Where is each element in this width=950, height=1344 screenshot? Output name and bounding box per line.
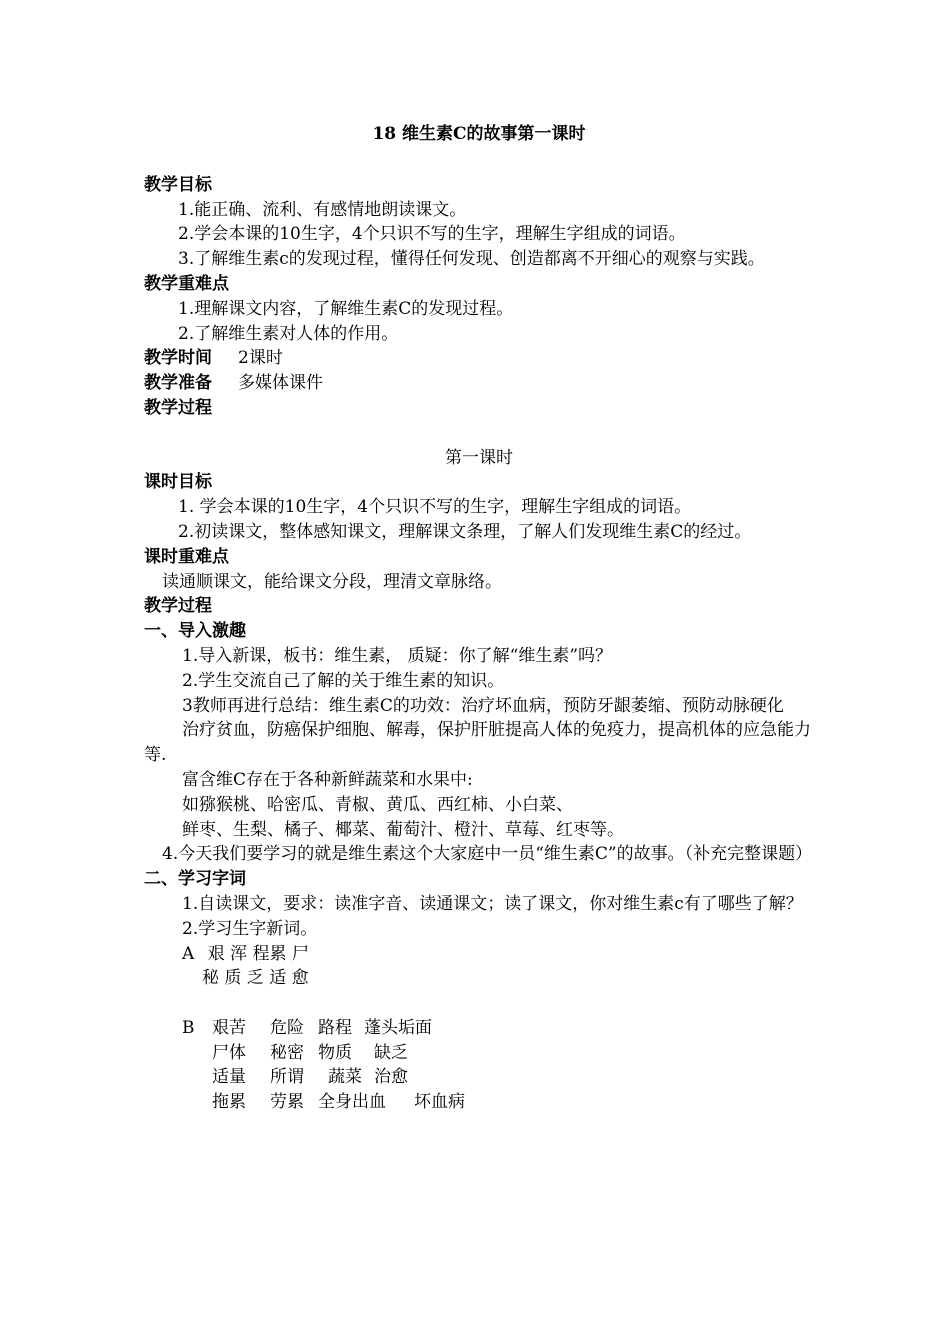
teaching-prep-value: 多媒体课件 [238, 373, 323, 394]
chars-a-label: A [182, 943, 195, 964]
teaching-prep-label: 教学准备 [144, 373, 212, 394]
section2-item-1: 1.自读课文，要求：读准字音、读通课文；读了课文，你对维生素c有了哪些了解？ [182, 893, 803, 914]
section1-item-3: 3教师再进行总结：维生素C的功效：治疗坏血病，预防牙龈萎缩、预防动脉硬化 [182, 695, 784, 716]
words-b-label: B [182, 1017, 195, 1038]
section1-heading: 一、导入激趣 [144, 621, 246, 642]
lesson1-process-heading: 教学过程 [144, 596, 212, 617]
word: 劳累 [270, 1092, 304, 1113]
lesson1-difficulty: 读通顺课文，能给课文分段，理清文章脉络。 [162, 571, 502, 592]
word: 路程 [318, 1017, 352, 1038]
document-page [144, 122, 814, 1115]
teaching-prep-row [144, 371, 814, 396]
word: 全身出血 [318, 1092, 386, 1113]
lesson1-goal-1: 1. 学会本课的10生字，4个只识不写的生字，理解生字组成的词语。 [178, 497, 692, 518]
section1-item-8: 4.今天我们要学习的就是维生素这个大家庭中一员“维生素C”的故事。（补充完整课题） [162, 844, 813, 865]
word: 秘密 [270, 1042, 304, 1063]
words-b-row-3 [144, 1065, 814, 1090]
word: 缺乏 [374, 1042, 408, 1063]
teaching-time-row [144, 346, 814, 371]
spacer [144, 991, 814, 1016]
word: 尸体 [212, 1042, 246, 1063]
word: 危险 [270, 1017, 304, 1038]
key-point-item-2: 2.了解维生素对人体的作用。 [178, 323, 399, 344]
lesson1-heading: 第一课时 [445, 447, 513, 468]
lesson1-goals-heading: 课时目标 [144, 472, 212, 493]
section1-item-2: 2.学生交流自己了解的关于维生素的知识。 [182, 670, 505, 691]
words-b-row-1 [144, 1016, 814, 1041]
section2-heading: 二、学习字词 [144, 869, 246, 890]
lesson1-goal-2: 2.初读课文，整体感知课文，理解课文条理，了解人们发现维生素C的经过。 [178, 521, 752, 542]
teaching-time-value: 2课时 [238, 348, 283, 369]
goal-item-3: 3.了解维生素c的发现过程，懂得任何发现、创造都离不开细心的观察与实践。 [178, 249, 765, 270]
section1-item-4: 治疗贫血，防癌保护细胞、解毒，保护肝脏提高人体的免疫力，提高机体的应急能力等. [144, 720, 811, 766]
word: 蔬菜 [328, 1067, 362, 1088]
words-b-row-2 [144, 1041, 814, 1066]
word: 拖累 [212, 1092, 246, 1113]
chars-a-list-1: 艰 浑 程累 尸 [207, 943, 309, 964]
word: 适量 [212, 1067, 246, 1088]
goal-item-1: 1.能正确、流利、有感情地朗读课文。 [178, 199, 467, 220]
teaching-time-label: 教学时间 [144, 348, 212, 369]
section1-item-6: 如猕猴桃、哈密瓜、青椒、黄瓜、西红柿、小白菜、 [182, 794, 573, 815]
word: 蓬头垢面 [364, 1017, 432, 1038]
key-points-heading: 教学重难点 [144, 273, 229, 294]
section2-item-2: 2.学习生字新词。 [182, 918, 318, 939]
section1-item-1: 1.导入新课，板书：维生素， 质疑：你了解“维生素”吗？ [182, 645, 613, 666]
spacer [144, 421, 814, 446]
chars-a-row-2 [144, 966, 814, 991]
lesson1-difficulty-heading: 课时重难点 [144, 546, 229, 567]
document-title: 18 维生素C的故事第一课时 [372, 124, 586, 144]
chars-a-row-1 [144, 942, 814, 967]
word: 治愈 [374, 1067, 408, 1088]
process-heading: 教学过程 [144, 397, 212, 418]
goal-item-2: 2.学会本课的10生字，4个只识不写的生字，理解生字组成的词语。 [178, 224, 686, 245]
word: 所谓 [270, 1067, 304, 1088]
word: 坏血病 [414, 1092, 465, 1113]
section1-item-5: 富含维C存在于各种新鲜蔬菜和水果中: [182, 769, 473, 790]
word: 物质 [318, 1042, 352, 1063]
words-b-row-4 [144, 1090, 814, 1115]
goals-heading: 教学目标 [144, 174, 212, 195]
chars-a-list-2: 秘 质 乏 适 愈 [202, 968, 309, 989]
key-point-item-1: 1.理解课文内容，了解维生素C的发现过程。 [178, 298, 514, 319]
section1-item-7: 鲜枣、生梨、橘子、椰菜、葡萄汁、橙汁、草莓、红枣等。 [182, 819, 624, 840]
word: 艰苦 [212, 1017, 246, 1038]
